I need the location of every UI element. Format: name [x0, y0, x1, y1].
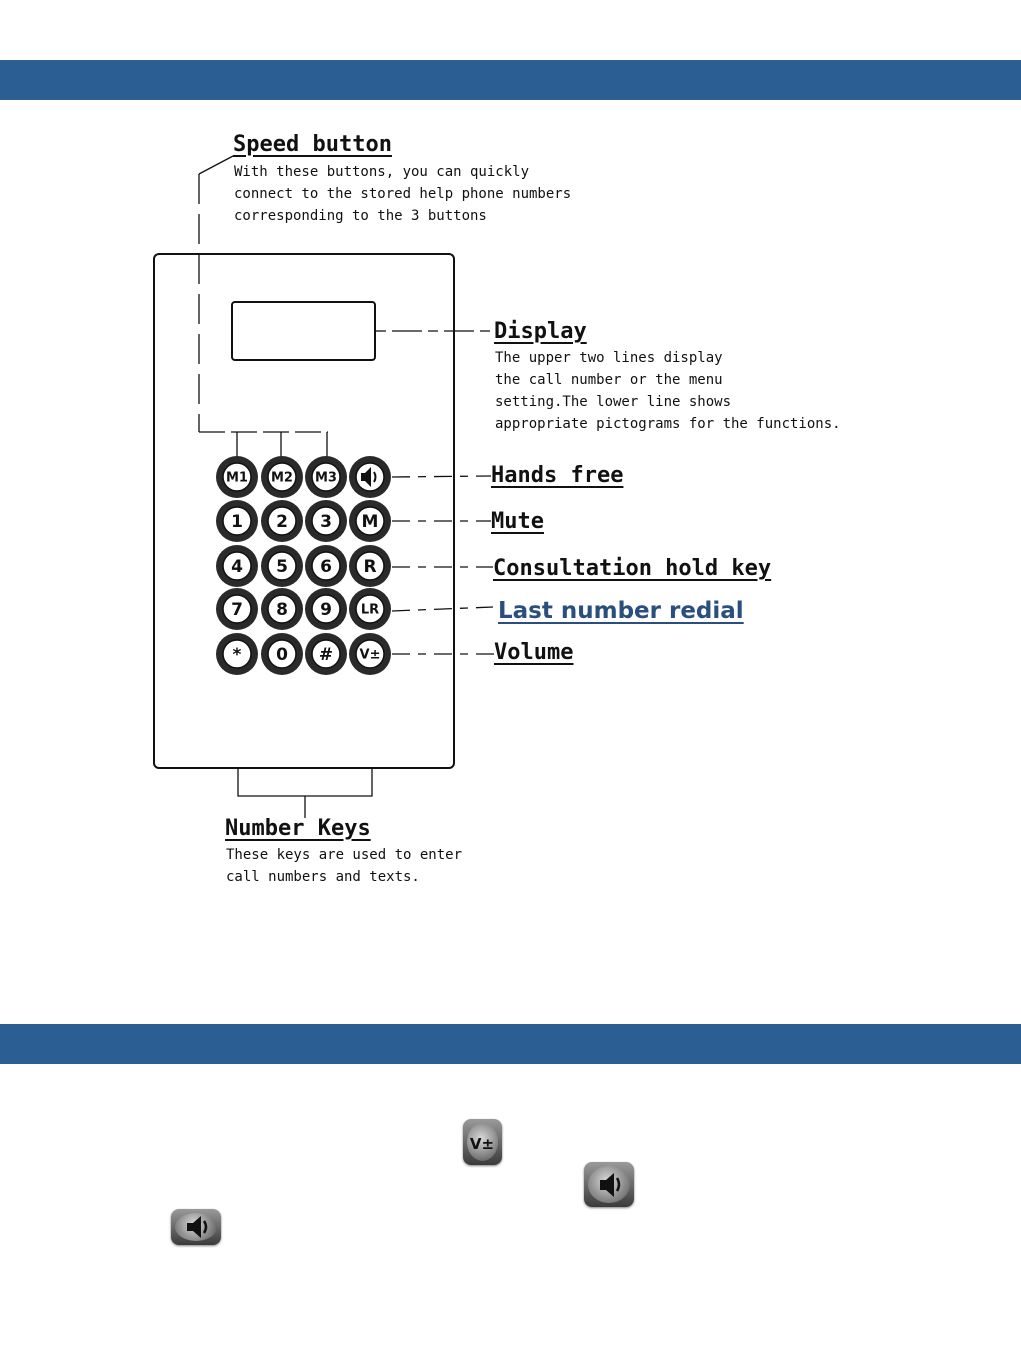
digit-key-3[interactable] [305, 500, 347, 542]
number-keys-bracket [238, 769, 372, 818]
svg-text:V±: V± [469, 1135, 495, 1153]
consultation-hold-label: Consultation hold key [493, 556, 772, 581]
key-label: 4 [231, 557, 243, 578]
mute-key[interactable] [349, 500, 391, 542]
number-keys-title: Number Keys [225, 816, 371, 841]
digit-key-4[interactable] [216, 545, 258, 587]
digit-key-1[interactable] [216, 500, 258, 542]
key-label: 5 [276, 557, 288, 578]
hands-free-key[interactable] [349, 456, 391, 498]
key-label: 2 [276, 512, 288, 533]
display-description: The upper two lines display the call number or the menu setting.The lower line shows appropriate pictograms for the functions. [495, 350, 841, 432]
last-number-redial-label: Last number redial [498, 598, 744, 624]
key-label: 6 [320, 557, 332, 578]
speed-key-m2[interactable] [261, 456, 303, 498]
key-label: 3 [320, 512, 332, 533]
volume-icon [463, 1119, 502, 1165]
digit-key-6[interactable] [305, 545, 347, 587]
key-label: 9 [320, 600, 332, 621]
digit-key-8[interactable] [261, 588, 303, 630]
mute-label: Mute [491, 509, 544, 534]
hands-free-label: Hands free [491, 463, 624, 488]
key-leaders [392, 476, 494, 654]
speed-button-description: With these buttons, you can quickly connect to the stored help phone numbers corresponding to the 3 buttons [234, 164, 572, 224]
key-label: * [232, 645, 242, 666]
speed-button-title: Speed button [233, 132, 392, 157]
key-label: LR [360, 602, 380, 618]
key-label: V± [359, 647, 381, 663]
digit-key-9[interactable] [305, 588, 347, 630]
digit-key-0[interactable] [261, 633, 303, 675]
volume-label: Volume [494, 640, 574, 665]
key-label: M1 [226, 470, 248, 486]
key-label: 7 [231, 600, 243, 621]
digit-key-5[interactable] [261, 545, 303, 587]
key-label: 1 [231, 512, 243, 533]
display-screen [232, 302, 375, 360]
key-label: M3 [315, 470, 337, 486]
key-label: # [318, 645, 334, 666]
key-label: M2 [271, 470, 293, 486]
key-label: 8 [276, 600, 288, 621]
key-label: 0 [276, 645, 288, 666]
digit-key-7[interactable] [216, 588, 258, 630]
digit-key-2[interactable] [261, 500, 303, 542]
key-label: M [361, 512, 379, 533]
display-title: Display [494, 319, 587, 344]
speed-key-m1[interactable] [216, 456, 258, 498]
number-keys-description: These keys are used to enter call numbers and texts. [226, 847, 463, 885]
speaker-icon [171, 1209, 221, 1245]
volume-key[interactable] [349, 633, 391, 675]
speed-key-m3[interactable] [305, 456, 347, 498]
consultation-hold-key[interactable] [349, 545, 391, 587]
star-key[interactable] [216, 633, 258, 675]
key-label: R [363, 557, 377, 578]
speaker-icon [584, 1162, 634, 1207]
hash-key[interactable] [305, 633, 347, 675]
last-number-redial-key[interactable] [349, 588, 391, 630]
keypad [216, 456, 391, 675]
